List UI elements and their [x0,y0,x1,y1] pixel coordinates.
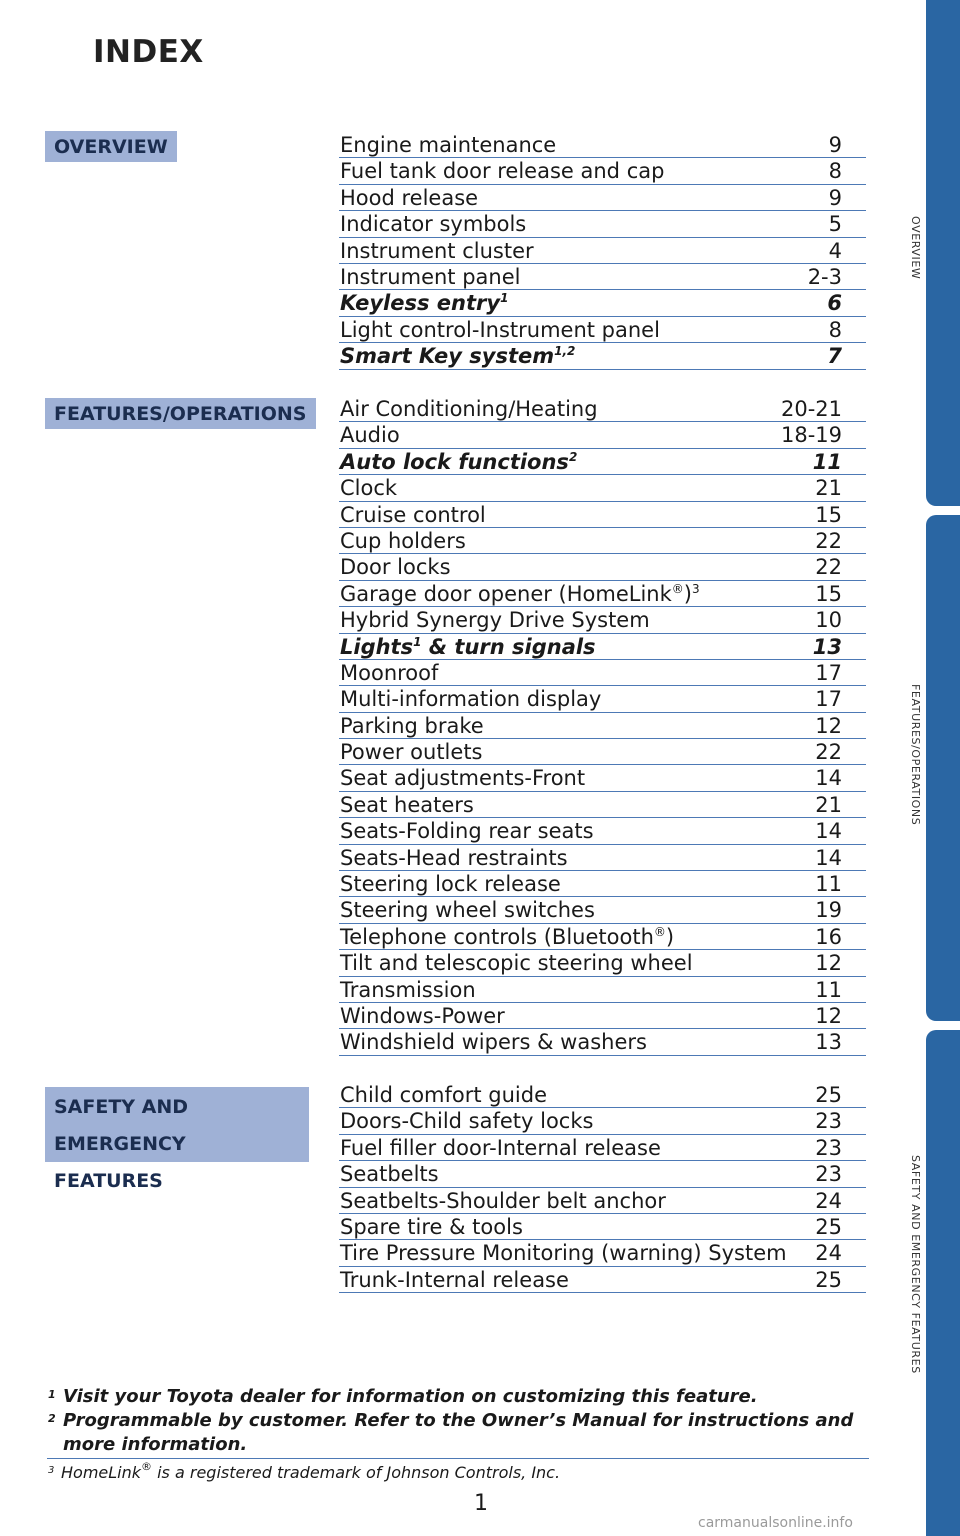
entry-superscript: ® [671,581,684,596]
entry-title [340,211,526,238]
index-entry[interactable] [339,1108,866,1134]
entry-title [340,132,556,159]
entry-title [340,554,451,581]
entry-title-text: Telephone controls (Bluetooth [340,924,654,949]
entry-title-text: Door locks [340,555,451,580]
entry-page: 12 [815,713,842,738]
entry-title [340,290,508,317]
entry-title [340,792,474,819]
entry-title-text: Windshield wipers & washers [340,1030,647,1055]
index-entry[interactable] [339,211,866,237]
index-entry[interactable] [339,238,866,264]
footnote-3-number: 3 [48,1465,55,1476]
watermark: carmanualsonline.info [698,1515,853,1531]
index-entry[interactable] [339,158,866,184]
entry-title-text: Fuel tank door release and cap [340,159,665,184]
entry-title-text: Hood release [340,185,479,210]
entry-title [340,158,664,185]
side-label-overview: OVERVIEW [909,216,922,280]
index-entry[interactable] [339,317,866,343]
index-entry[interactable] [339,1188,866,1214]
entry-superscript: 1 [413,634,422,649]
entry-title-text: Audio [340,423,400,448]
index-entry[interactable] [339,290,866,316]
entry-title [340,1108,593,1135]
page-number: 1 [474,1491,488,1516]
footnotes [47,1385,877,1457]
entry-page: 8 [828,159,842,184]
index-entry[interactable] [339,1214,866,1240]
entry-page: 15 [815,502,842,527]
entry-page: 2-3 [807,264,842,289]
entry-title-text: Seatbelts [340,1162,439,1187]
index-entry[interactable] [339,185,866,211]
entry-title-text: Hybrid Synergy Drive System [340,608,650,633]
entry-title [340,739,483,766]
footnote-2-number: 2 [48,1412,56,1425]
entry-title [340,660,438,687]
entry-title [340,422,400,449]
entry-title [340,1082,547,1109]
entry-title-text: Air Conditioning/Heating [340,397,598,421]
safety-index-list [339,1082,866,1293]
side-tab-overview[interactable] [926,0,960,506]
entry-title [340,1267,569,1294]
entry-superscript: 1 [500,291,509,306]
entry-title-text: Child comfort guide [340,1083,548,1107]
index-entry[interactable] [339,1161,866,1187]
entry-title [340,818,594,845]
entry-title-text: Power outlets [340,740,483,765]
entry-title-text: Instrument panel [340,264,521,289]
entry-title [340,1188,666,1215]
index-entry[interactable] [339,1135,866,1161]
entry-superscript: ® [653,924,666,939]
entry-page: 22 [815,528,842,553]
entry-page: 9 [828,133,842,157]
entry-title-text: Spare tire & tools [340,1214,523,1239]
entry-title-text: Cup holders [340,528,466,553]
index-entry[interactable] [339,871,866,897]
entry-title-text: Tilt and telescopic steering wheel [340,951,693,976]
index-entry[interactable] [339,792,866,818]
entry-title-text: Transmission [340,977,476,1002]
entry-title [340,897,595,924]
entry-title-text: Instrument cluster [340,238,534,263]
index-entry[interactable] [339,396,866,422]
entry-title-text: Steering lock release [340,872,561,897]
index-entry[interactable] [339,924,866,950]
entry-title-text: ) [683,581,692,606]
entry-page: 23 [815,1109,842,1134]
entry-title [340,238,534,265]
entry-page: 23 [815,1135,842,1160]
entry-title-text: Windows-Power [340,1003,505,1028]
index-entry[interactable] [339,1240,866,1266]
entry-title-text: Seatbelts-Shoulder belt anchor [340,1188,666,1213]
index-entry[interactable] [339,713,866,739]
entry-page: 13 [815,1030,842,1055]
index-entry[interactable] [339,845,866,871]
index-entry[interactable] [339,1029,866,1055]
entry-page: 7 [827,344,842,369]
entry-page: 25 [815,1214,842,1239]
entry-title-text: Moonroof [340,660,439,685]
entry-title-text: Seat adjustments-Front [340,766,586,791]
entry-title [340,396,598,423]
entry-title-text: Smart Key system [340,344,555,369]
footnote-2 [47,1409,877,1457]
index-entry[interactable] [339,818,866,844]
entry-page: 14 [815,766,842,791]
index-entry[interactable] [339,449,866,475]
entry-title-text: Garage door opener (HomeLink [340,581,672,606]
index-entry[interactable] [339,502,866,528]
index-entry[interactable] [339,343,866,369]
footnote-1-number: 1 [48,1388,56,1401]
entry-title-text: Light control-Instrument panel [340,317,660,342]
entry-title [340,185,478,212]
entry-title [340,581,700,608]
entry-title-text: ) [665,924,675,949]
entry-title [340,686,601,713]
footnote-1-text: Visit your Toyota dealer for information on customizing this feature. [63,1386,758,1407]
page-title: INDEX [93,34,204,70]
entry-page: 14 [815,819,842,844]
entry-superscript: 3 [691,581,700,596]
entry-title-text: Keyless entry [340,291,501,316]
footnote-2-text: Programmable by customer. Refer to the Owner’s Manual for instructions and more information. [63,1410,854,1455]
entry-title-text: Clock [340,476,398,501]
entry-title [340,1029,647,1056]
entry-title-text: Seat heaters [340,792,474,817]
entry-page: 17 [815,660,842,685]
side-tab-features[interactable] [926,515,960,1021]
entry-title [340,1240,787,1267]
entry-title [340,924,674,951]
entry-page: 21 [815,476,842,501]
entry-page: 14 [815,845,842,870]
footnote-divider [47,1458,869,1459]
index-entry[interactable] [339,660,866,686]
registered-mark: ® [141,1460,153,1473]
entry-title-text: Lights [340,634,414,659]
entry-title-text: Steering wheel switches [340,898,595,923]
entry-title [340,317,660,344]
entry-page: 12 [815,951,842,976]
entry-page: 25 [815,1083,842,1107]
entry-page: 5 [828,212,842,237]
entry-title-text: & turn signals [421,634,596,659]
entry-page: 22 [815,555,842,580]
entry-page: 6 [827,291,842,316]
entry-title-text: Indicator symbols [340,212,527,237]
entry-page: 4 [828,238,842,263]
side-label-features: FEATURES/OPERATIONS [909,684,922,826]
index-entry[interactable] [339,475,866,501]
entry-title [340,1214,523,1241]
side-tab-safety[interactable] [926,1030,960,1536]
entry-page: 12 [815,1003,842,1028]
entry-page: 17 [815,687,842,712]
index-entry[interactable] [339,950,866,976]
entry-title-text: Seats-Head restraints [340,845,568,870]
entry-superscript: 2 [568,449,578,464]
entry-title-text: Doors-Child safety locks [340,1109,594,1134]
entry-title [340,845,568,872]
side-label-safety: SAFETY AND EMERGENCY FEATURES [909,1155,922,1374]
entry-page: 20-21 [780,397,842,421]
entry-page: 23 [815,1162,842,1187]
entry-title [340,634,596,661]
entry-page: 24 [815,1188,842,1213]
index-entry[interactable] [339,264,866,290]
index-entry[interactable] [339,528,866,554]
index-entry[interactable] [339,739,866,765]
index-entry[interactable] [339,686,866,712]
entry-page: 24 [815,1241,842,1266]
entry-title [340,264,520,291]
entry-page: 9 [828,185,842,210]
footnote-3 [47,1462,877,1484]
overview-index-list [339,132,866,370]
entry-title [340,1161,439,1188]
entry-title [340,950,693,977]
index-entry[interactable] [339,422,866,448]
index-entry[interactable] [339,1082,866,1108]
entry-title [340,1003,505,1030]
entry-page: 13 [812,634,842,659]
entry-page: 18-19 [780,423,842,448]
index-entry[interactable] [339,765,866,791]
entry-title [340,502,486,529]
entry-page: 11 [815,977,842,1002]
entry-title-text: Trunk-Internal release [340,1267,569,1292]
entry-page: 10 [815,608,842,633]
index-entry[interactable] [339,132,866,158]
entry-title [340,1135,661,1162]
entry-page: 19 [815,898,842,923]
entry-title [340,713,484,740]
entry-title-text: Seats-Folding rear seats [340,819,594,844]
entry-page: 11 [812,449,842,474]
entry-title-text: Engine maintenance [340,133,557,157]
entry-page: 15 [815,581,842,606]
entry-title [340,449,577,476]
section-label-overview: OVERVIEW [45,131,177,162]
entry-title [340,607,650,634]
section-label-safety: SAFETY AND EMERGENCY FEATURES [45,1087,309,1162]
footnote-3-brand: HomeLink [61,1463,142,1482]
index-entry[interactable] [339,634,866,660]
index-entry[interactable] [339,607,866,633]
section-label-features: FEATURES/OPERATIONS [45,398,316,429]
entry-title [340,765,585,792]
index-entry[interactable] [339,1003,866,1029]
entry-title [340,528,466,555]
footnote-3-text: is a registered trademark of Johnson Controls, Inc. [152,1463,561,1482]
entry-page: 16 [815,924,842,949]
entry-title-text: Cruise control [340,502,486,527]
entry-title [340,871,561,898]
index-entry[interactable] [339,897,866,923]
entry-title [340,475,397,502]
entry-page: 21 [815,792,842,817]
entry-title [340,343,575,370]
index-entry[interactable] [339,977,866,1003]
features-index-list [339,396,866,1056]
entry-page: 8 [828,317,842,342]
entry-title-text: Auto lock functions [340,449,569,474]
entry-title-text: Tire Pressure Monitoring (warning) System [340,1241,787,1266]
entry-title [340,977,476,1004]
entry-title-text: Fuel filler door-Internal release [340,1135,661,1160]
entry-title-text: Parking brake [340,713,484,738]
index-entry[interactable] [339,554,866,580]
footnote-1 [47,1385,877,1409]
entry-page: 22 [815,740,842,765]
entry-title-text: Multi-information display [340,687,602,712]
entry-page: 25 [815,1267,842,1292]
entry-superscript: 1,2 [554,344,576,359]
entry-page: 11 [815,872,842,897]
index-entry[interactable] [339,581,866,607]
index-entry[interactable] [339,1267,866,1293]
